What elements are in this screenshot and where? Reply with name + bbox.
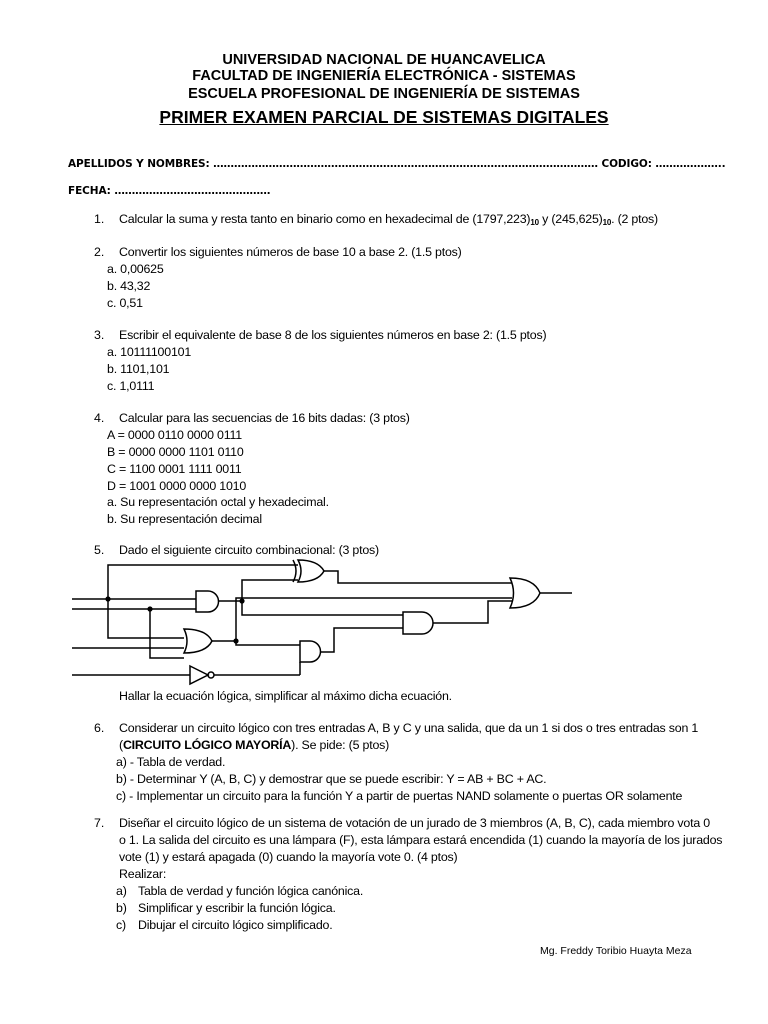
q7-item-a-label: a) xyxy=(116,884,127,898)
q3-number: 3. xyxy=(94,328,105,342)
q5-number: 5. xyxy=(94,543,105,557)
circuit-wire xyxy=(212,641,300,645)
q2-number: 2. xyxy=(94,245,105,259)
or-gate-1 xyxy=(184,629,212,653)
q2-text: Convertir los siguientes números de base 10 a base 2. (1.5 ptos) xyxy=(119,245,462,259)
q7-line-1: Diseñar el circuito lógico de un sistema de votación de un jurado de 3 miembros (A, B, C), cada miembro vota 0 xyxy=(119,816,710,830)
circuit-wire xyxy=(324,571,512,583)
faculty-name: FACULTAD DE INGENIERÍA ELECTRÓNICA - SISTEMAS xyxy=(192,68,576,84)
junction-dot xyxy=(105,596,110,601)
q7-item-b-label: b) xyxy=(116,901,127,915)
q1-number: 1. xyxy=(94,212,105,226)
q4-text: Calcular para las secuencias de 16 bits dadas: (3 ptos) xyxy=(119,411,410,425)
q7-number: 7. xyxy=(94,816,105,830)
q6-text-line2: (CIRCUITO LÓGICO MAYORÍA). Se pide: (5 ptos) xyxy=(119,738,390,752)
q5-text: Dado el siguiente circuito combinacional: (3 ptos) xyxy=(119,543,379,557)
q7-item-b: Simplificar y escribir la función lógica. xyxy=(138,901,336,915)
circuit-wire xyxy=(320,628,403,652)
not-gate xyxy=(190,666,208,684)
exam-title: PRIMER EXAMEN PARCIAL DE SISTEMAS DIGITALES xyxy=(159,107,609,127)
date-field: FECHA: ……………………………………… xyxy=(68,185,271,197)
junction-dot xyxy=(147,606,152,611)
q5-instruction: Hallar la ecuación lógica, simplificar al máximo dicha ecuación. xyxy=(119,689,452,703)
q3-item-b: b. 1101,101 xyxy=(107,362,170,376)
q2-item-b: b. 43,32 xyxy=(107,279,151,293)
q2-item-a: a. 0,00625 xyxy=(107,262,164,276)
author-signature: Mg. Freddy Toribio Huayta Meza xyxy=(540,945,692,957)
university-name: UNIVERSIDAD NACIONAL DE HUANCAVELICA xyxy=(222,52,546,68)
q6-item-c: c) - Implementar un circuito para la función Y a partir de puertas NAND solamente o puertas OR solamente xyxy=(116,789,683,803)
q6-text: Considerar un circuito lógico con tres entradas A, B y C y una salida, que da un 1 si dos o tres entradas son 1 xyxy=(119,721,699,735)
q3-text: Escribir el equivalente de base 8 de los siguientes números en base 2: (1.5 ptos) xyxy=(119,328,547,342)
school-name: ESCUELA PROFESIONAL DE INGENIERÍA DE SISTEMAS xyxy=(188,86,580,102)
and-gate-3 xyxy=(300,641,321,662)
q4-seq-d: D = 1001 0000 0000 1010 xyxy=(107,479,247,493)
q7-line-4: Realizar: xyxy=(119,867,167,881)
q4-item-a: a. Su representación octal y hexadecimal. xyxy=(107,495,329,509)
q7-item-a: Tabla de verdad y función lógica canónica. xyxy=(138,884,364,898)
q7-item-c: Dibujar el circuito lógico simplificado. xyxy=(138,918,333,932)
q7-item-c-label: c) xyxy=(116,918,126,932)
q4-seq-a: A = 0000 0110 0000 0111 xyxy=(107,428,242,442)
q4-number: 4. xyxy=(94,411,105,425)
q6-item-b: b) - Determinar Y (A, B, C) y demostrar que se puede escribir: Y = AB + BC + AC. xyxy=(116,772,547,786)
and-gate-2 xyxy=(403,612,433,634)
q6-item-a: a) - Tabla de verdad. xyxy=(116,755,226,769)
circuit-wire xyxy=(108,565,298,599)
names-code-field: APELLIDOS Y NOMBRES: ………………………………………………………………………………………………… CODIGO: ……………….. xyxy=(68,158,726,170)
and-gate-1 xyxy=(196,591,219,612)
xor-gate-arc xyxy=(293,560,296,582)
circuit-wire xyxy=(242,601,403,615)
circuit-wire xyxy=(236,598,512,641)
circuit-wire xyxy=(108,599,184,638)
circuit-wire xyxy=(433,601,512,623)
q7-line-2: o 1. La salida del circuito es una lámpara (F), esta lámpara estará encendida (1) cuando la mayoría de los jurados xyxy=(119,833,723,847)
q6-number: 6. xyxy=(94,721,105,735)
q4-item-b: b. Su representación decimal xyxy=(107,512,262,526)
q3-item-a: a. 10111100101 xyxy=(107,345,192,359)
q2-item-c: c. 0,51 xyxy=(107,296,143,310)
junction-dot xyxy=(233,638,238,643)
q4-seq-c: C = 1100 0001 1111 0011 xyxy=(107,462,242,476)
circuit-wire xyxy=(150,609,184,658)
q1-text: Calcular la suma y resta tanto en binario como en hexadecimal de $(1797,223)_{10}$ y $(245,625)_{10}$. (2 ptos) xyxy=(119,212,658,227)
or-gate-output xyxy=(510,578,540,608)
q4-seq-b: B = 0000 0000 1101 0110 xyxy=(107,445,244,459)
junction-dot xyxy=(239,598,244,603)
q7-line-3: vote (1) y estará apagada (0) cuando la mayoría vote 0. (4 ptos) xyxy=(119,850,458,864)
q3-item-c: c. 1,0111 xyxy=(107,379,155,393)
xor-gate xyxy=(298,560,324,582)
